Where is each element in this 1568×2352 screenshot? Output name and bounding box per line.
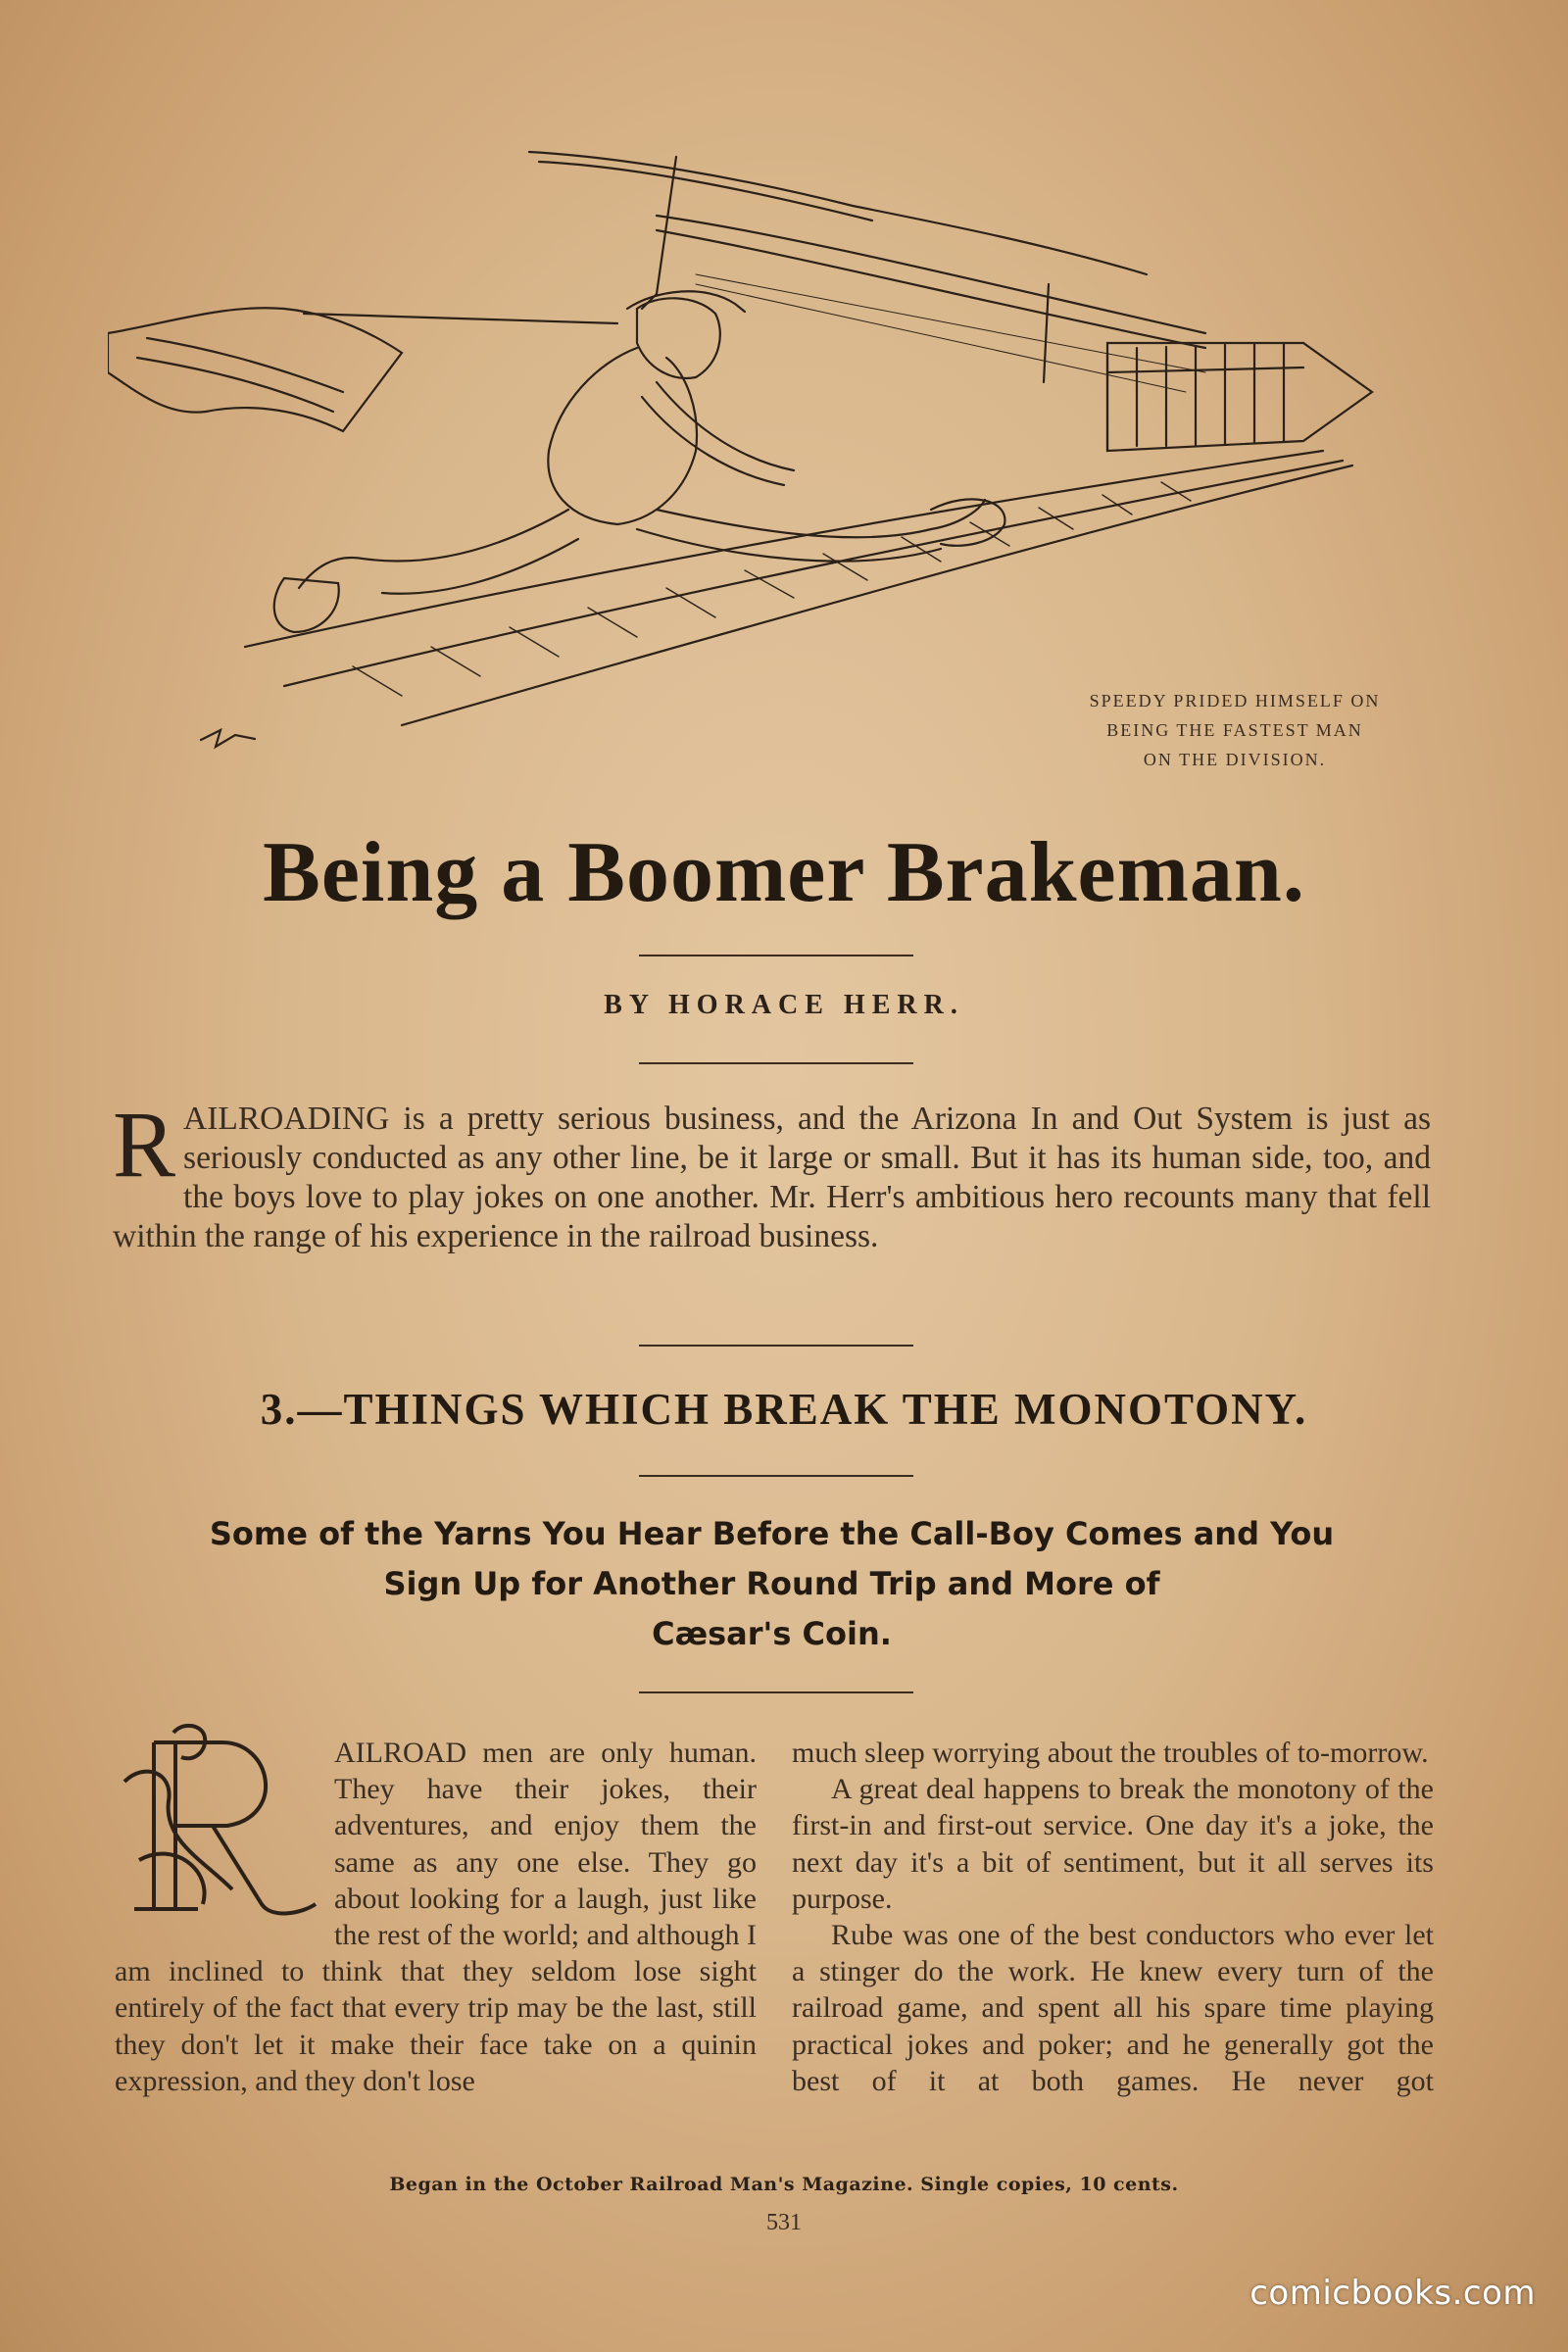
intro-first-word: AILROADING — [183, 1101, 390, 1137]
article-intro — [113, 1092, 1431, 1256]
body-paragraph: Rube was one of the best conductors who ever let a stinger do the work. He knew every turn of the railroad game, and spent all his spare time playing practical jokes and poker; and he generally got the best of it at both games. He never got — [792, 1919, 1434, 2097]
site-watermark: comicbooks.com — [1250, 2274, 1536, 2313]
body-lead-word: AILROAD — [334, 1737, 466, 1769]
article-title: Being a Boomer Brakeman. — [263, 825, 1305, 920]
page-number: 531 — [766, 2210, 802, 2235]
ornamental-drop-cap — [115, 1723, 320, 1929]
subheading-line: Sign Up for Another Round Trip and More of — [383, 1565, 1160, 1602]
subheading-line: Cæsar's Coin. — [652, 1615, 892, 1652]
divider — [639, 1691, 913, 1693]
illustration-caption — [1039, 686, 1431, 774]
section-subheading — [108, 1509, 1436, 1659]
byline: BY HORACE HERR. — [604, 990, 964, 1020]
divider — [639, 1345, 913, 1347]
body-column-right — [792, 1735, 1434, 2099]
caption-line: ON THE DIVISION. — [1143, 750, 1327, 769]
body-paragraph: A great deal happens to break the monotony of the first-in and first-out service. One day it's a joke, the next day it's a bit of sentiment, but it all serves its purpose. — [792, 1773, 1434, 1915]
divider — [639, 1475, 913, 1477]
intro-text: is a pretty serious business, and the Arizona In and Out System is just as seriously conducted as any other line, be it large or small. But it has its human side, too, and the boys love to play jokes on one another. Mr. Herr's ambitious hero recounts many that fell within the range of his experience in the railroad business. — [113, 1101, 1431, 1254]
divider — [639, 955, 913, 956]
intro-drop-cap: R — [113, 1092, 176, 1197]
body-text: men are only human. They have their jokes, their adventures, and enjoy them the same as any one else. They go about looking for a laugh, just like the rest of the world; and although I am inclined to think that they seldom lose sight entirely of the fact that every trip may be the last, still they don't let it make their face take on a quinin expression, and they don't lose — [115, 1737, 757, 2097]
subheading-line: Some of the Yarns You Hear Before the Call-Boy Comes and You — [209, 1515, 1335, 1552]
body-paragraph: much sleep worrying about the troubles of to-morrow. — [792, 1737, 1429, 1769]
divider — [639, 1062, 913, 1064]
body-column-left — [115, 1735, 757, 2099]
caption-line: SPEEDY PRIDED HIMSELF ON — [1089, 691, 1381, 710]
caption-line: BEING THE FASTEST MAN — [1106, 720, 1363, 740]
series-footnote: Began in the October Railroad Man's Magazine. Single copies, 10 cents. — [389, 2174, 1179, 2195]
section-title: 3.—THINGS WHICH BREAK THE MONOTONY. — [260, 1385, 1308, 1434]
